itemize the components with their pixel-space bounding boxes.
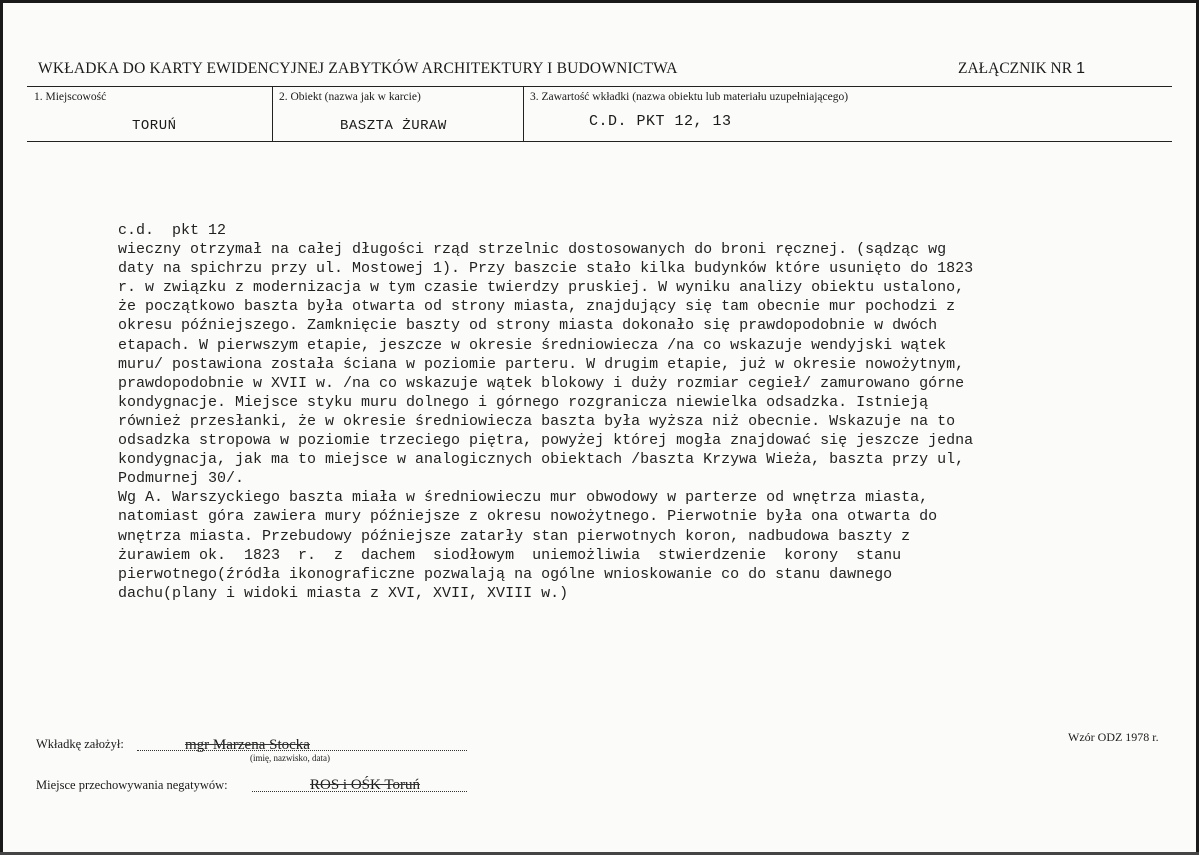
object-label: 2. Obiekt (nazwa jak w karcie) (279, 91, 421, 103)
negatives-location-value: ROS i OŚK Toruń (310, 777, 420, 793)
annex-number: 1 (1076, 60, 1085, 77)
text-line: wieczny otrzymał na całej długości rząd strzelnic dostosowanych do broni ręcznej. (sądząc wg (118, 241, 947, 259)
prepared-by-label: Wkładkę założył: (36, 737, 124, 751)
object-value: BASZTA ŻURAW (340, 118, 447, 134)
field-divider-2 (523, 86, 524, 142)
scan-edge-left (0, 0, 3, 855)
text-line: okresu późniejszego. Zamknięcie baszty od strony miasta dokonało się prawdopodobnie w dwóch (118, 317, 938, 335)
negatives-location-label: Miejsce przechowywania negatywów: (36, 778, 228, 792)
text-line: natomiast góra zawiera mury późniejsze z okresu nowożytnego. Pierwotnie była ona otwarta do (118, 508, 938, 526)
form-pattern-note: Wzór ODZ 1978 r. (1068, 730, 1159, 744)
text-line: żurawiem ok. 1823 r. z dachem siodłowym uniemożliwia stwierdzenie korony stanu (118, 546, 902, 564)
locality-label: 1. Miejscowość (34, 91, 107, 103)
text-line: dachu(plany i widoki miasta z XVI, XVII, XVIII w.) (118, 584, 569, 602)
prepared-by-value: mgr Marzena Stocka (185, 737, 310, 753)
text-line: Podmurnej 30/. (118, 470, 245, 488)
text-line: kondygnacja, jak ma to miejsce w analogicznych obiektach /baszta Krzywa Wieża, baszta przy ul, (118, 451, 965, 469)
header-rule-bottom (27, 141, 1172, 142)
text-line: również przesłanki, że w okresie średniowiecza baszta była wyższa niż obecnie. Wskazuje na to (118, 412, 956, 430)
text-line: pierwotnego(źródła ikonograficzne pozwalają na ogólne wnioskowanie co do stanu dawnego (118, 565, 893, 583)
scan-edge-top (0, 0, 1199, 3)
prepared-by-hint: (imię, nazwisko, data) (250, 753, 330, 763)
text-line: wnętrza miasta. Przebudowy późniejsze zatarły stan pierwotnych koron, nadbudowa baszty z (118, 527, 911, 545)
form-title: WKŁADKA DO KARTY EWIDENCYJNEJ ZABYTKÓW ARCHITEKTURY I BUDOWNICTWA (38, 60, 678, 77)
text-line: prawdopodobnie w XVII w. /na co wskazuje wątek blokowy i duży rozmiar cegieł/ zamurowano górne (118, 374, 965, 392)
annex-heading (958, 60, 1085, 78)
text-line: kondygnacje. Miejsce styku muru dolnego i górnego rozgranicza niewielka odsadzka. Istnieją (118, 393, 929, 411)
content-value: C.D. PKT 12, 13 (589, 113, 732, 130)
text-line: Wg A. Warszyckiego baszta miała w średniowieczu mur obwodowy w parterze od wnętrza miasta, (118, 489, 929, 507)
header-rule-top (27, 86, 1172, 87)
text-line: że początkowo baszta była otwarta od strony miasta, znajdujący się tam obecnie mur pochodzi z (118, 298, 956, 316)
typed-description (118, 221, 1088, 603)
text-line: muru/ postawiona została ściana w poziomie parteru. W drugim etapie, już w okresie nowożytnym, (118, 355, 965, 373)
text-line: c.d. pkt 12 (118, 222, 227, 239)
text-line: etapach. W pierwszym etapie, jeszcze w okresie średniowiecza /na co wskazuje wendyjski wątek (118, 336, 947, 354)
text-line: daty na spichrzu przy ul. Mostowej 1). Przy baszcie stało kilka budynków które usunięto do 1823 (118, 260, 974, 278)
field-divider-1 (272, 86, 273, 142)
annex-label: ZAŁĄCZNIK NR (958, 60, 1073, 77)
text-line: odsadzka stropowa w poziomie trzeciego piętra, powyżej której mogła znajdować się jeszcze jedna (118, 432, 974, 450)
text-line: r. w związku z modernizacja w tym czasie twierdzy pruskiej. W wyniku analizy obiektu ustalono, (118, 279, 965, 297)
locality-value: TORUŃ (132, 118, 177, 134)
content-label: 3. Zawartość wkładki (nazwa obiektu lub materiału uzupełniającego) (530, 91, 849, 103)
